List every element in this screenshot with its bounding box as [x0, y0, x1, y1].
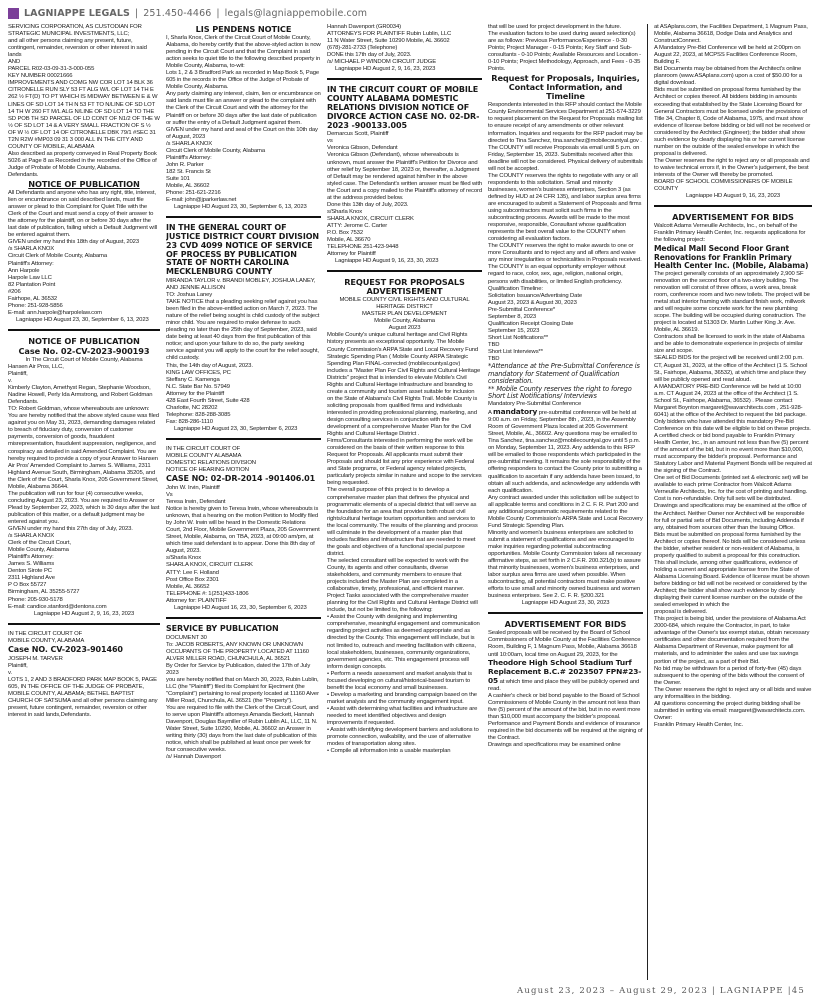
notice-text: • Assist the County with designing and implementing comprehensive, meaningful engagement and communication regarding project activities as deemed appropriate and as directed by the County. This engagement will include, but is not limited to, outreach and meeting facilitation with citizens, local stakeholders, businesses, community organizations, government agencies, etc. This engagement process will inform design concepts. — [327, 614, 480, 670]
notice-text: Plaintiff's Attorney: — [8, 260, 54, 267]
notice-text: you are hereby notified that on March 30, 2023, Rubin Lublin, LLC (the "Plaintiff") filed its Complaint for Ejectment (the "Complaint") pertaining to real property located at 11160 Alver Miller Road, Chunchula, AL 36521 (the "Property"). — [166, 676, 319, 705]
notice-text: Teresa Irwin, Defendant — [166, 499, 226, 506]
notice-text: Any party claiming any interest, claim, lien or encumbrance on said lands must file an answer or plead to the complaint with the Clerk of the Circuit Court and with the attorney for the Plaintiff on or before 30 days after the last date of publication or suffer the entry of a Default Judgment against them. — [166, 91, 321, 126]
notice-text: Fairhope, AL 36532 — [8, 295, 58, 302]
notice-text: The overall purpose of this project is to develop a comprehensive master plan that defines the physical and programmatic elements of a special district that will serve as the foundation for an area that provides both robust civil rights/cultural heritage tourism opportunities and services to the local community. The results of the planning and process will culminate in the development of a master plan that includes facilities and infrastructure that are needed to meet the goals and objectives of a functional special purpose district. — [327, 487, 478, 557]
notice-text: Veronica Gibson (Defendant), whose whereabouts is unknown, must answer the Plaintiff's Petition for Divorce and other relief by September 18, 2023 or, thereafter, a Judgment of Default may be rendered against him/her in the above styled case. The Defendant's written answer must be filed with the Court and a copy mailed to the Plaintiff's attorney of record at the address provided below. — [327, 152, 482, 201]
notice-text-centered: MOBILE COUNTY CIVIL RIGHTS AND CULTURAL HERITAGE DISTRICT — [339, 297, 470, 311]
notice-text: Mandatory Pre-Submittal Conference — [488, 401, 582, 408]
notice-text: E-mail: john@jparkerlaw.net — [166, 197, 237, 204]
header-separator: | — [216, 7, 220, 19]
notice-text: JOSEPH M. TARVER — [8, 655, 63, 662]
column-3 — [327, 24, 482, 980]
notice-divider — [327, 270, 482, 272]
notice-text: Minority and women's business enterprises are solicited to submit a statement of qualifications and are encouraged to make inquiries regarding potential subcontracting opportunities. Mobile County Commission takes all necessary affirmative steps, as set forth in 2 C.F.R. 200.321(b) to assure that minority businesses, women's business enterprises, and labor surplus area firms are used when possible. When subcontracting, all potential contractors must make positive efforts to use small and minority owned business and women business enterprises. See 2. C. F. R. §200.321 — [488, 529, 642, 600]
notice-text: The Owner reserves the right to reject any or all bids and waive any informalities in the bidding. — [654, 686, 812, 700]
notice-text: N.C. State Bar No. 57949 — [166, 383, 230, 390]
notice-text: Bid Documents may be obtained from the Architect's online planroom (www.ASAplans.com) upon a cost of $50.00 for a digital download. — [654, 66, 802, 87]
publication-dates: Lagniappe HD August 23, 30, September 6, 13, 2023 — [16, 316, 149, 323]
notice-text: P.O. Box 7532 — [327, 229, 363, 236]
notice-text: Bids must be submitted on proposal forms furnished by the Architect or copies thereof. All bidders bidding in amounts exceeding that established by the State Licensing Board for General Contractors must be licensed under the provisions of Title 34, Chapter 8, Code of Alabama, 1975, and must show evidence of license before bidding or bid will not be received or considered by the Architect (Engineer); the bidder shall show such evidence by clearly displaying his or her current license number on the outside of the sealed envelope in which the proposal is delivered. — [654, 87, 811, 157]
notice-text: IMPROVEMENTS AND COMG NW COR LOT 14 BLK 36 CITRONELLE RUN SLY 53 FT ALG W/L OF LOT 14 TH E 262 ½ FT(D) TO PT WHICH IS MIDWAY BETWEEN E & W LINES OF SD LOT 14 TH N 53 FT TO N/LINE OF SD LOT 14 TH W 260 FT M/L ALG N/LINE OF SD LOT 14 TO THE SD POB TH SD PARCEL OF LD CONT OF N1/2 OF THE W ½ OF SD LOT 14 & A VERY SMALL FRACTION OF S ½ OF W ½ OF LOT 14 OF CITRONELLE DBK 79/1 #SEC 31 T2N R2W #MP03 09 31 3 000 ALL IN THE CITY AND COUNTY OF MOBILE, ALABAMA — [8, 80, 160, 150]
notice-text: Attorney for Plaintiff — [327, 251, 376, 258]
notice-text: Plaintiff, — [8, 662, 28, 669]
notice-text: To: JACOB ROBERTS, ANY KNOWN OR UNKNOWN OCCUPANTS OF THE PROPERTY LOCATED AT 11160 ALVER MILLER ROAD, CHUNCHULA, AL 36521 — [166, 641, 309, 662]
footer-separator: | — [711, 986, 716, 996]
notice-text: Any contract awarded under this solicitation will be subject to all applicable terms and conditions in 2 C. F. R. Part 200 and any additional programmatic requirements related to the Mobile County Commission's ARPA State and Local Recovery Fund Strategic Spending Plan. — [488, 494, 643, 529]
notice-text: September 8, 2023 — [488, 313, 537, 320]
notice-heading: NOTICE OF PUBLICATION — [28, 179, 140, 190]
notice-text: TO: Robert Goldman, whose whereabouts are unknown: — [8, 406, 150, 413]
notice-text: s/Sharla Knox — [166, 555, 202, 562]
column-1 — [8, 24, 160, 980]
notice-text: TO: Joshua Laney — [166, 292, 213, 299]
notice-text: MIRANDA TAYLOR v. BRANDI MOBLEY, JOSHUA LANEY, AND JENNIE ALLISON — [166, 277, 316, 291]
notice-divider — [327, 78, 482, 80]
page-footer — [517, 986, 805, 996]
notice-text: Mobile County's unique cultural heritage and Civil Rights history presents an exceptional opportunity. The Mobile County Commission's ARPA State and Local Recovery Fund Strategic Spending Plan ( Mobile County ARPA Strategic Spending Plan FINAL-corrected (mobilecountyal.gov) includes a "Master Plan For Civil Rights and Cultural Heritage Districts" project that is intended to elevate Mobile's Civil Rights and Cultural Heritage infrastructure and branding to create a community and tourism asset suitable for inclusion on the State of Alabama's Civil Rights Trail. Mobile County is soliciting proposals from qualified firms and individuals interested in providing professional planning, marketing, and design consulting services in conjunction with the development of a comprehensive Master Plan for the Civil Rights and Cultural Heritage District . — [327, 332, 481, 438]
notice-text: v. — [8, 378, 12, 385]
notice-text: DOMESTIC RELATIONS DIVISION — [166, 460, 256, 467]
notice-text: GIVEN under my hand and seal of the Court on this 10th day of August, 2023 — [166, 126, 318, 140]
notice-text: (678)-281-2733 (Telephone) — [327, 45, 398, 52]
notice-text: PARCEL R02-03-09-31-3-000-055 — [8, 66, 95, 73]
notice-text: ATTORNEYS FOR PLAINTIFF Rubin Lublin, LLC — [327, 31, 452, 38]
notice-text: John W. Irvin, Plaintiff — [166, 484, 220, 491]
publication-dates: Lagniappe HD August 23, 30, September 6, 13, 2023 — [174, 204, 307, 211]
column-2 — [166, 24, 321, 980]
notice-text: ATTY: Lee F. Holland — [166, 569, 219, 576]
notice-heading: Case NO. CV-2023-901460 — [8, 644, 123, 654]
notice-text: Circuit Clerk of Mobile County, Alabama — [8, 253, 107, 260]
notice-text: /s SHARLA KNOX — [8, 533, 55, 540]
notice-text: Post Office Box 2301 — [166, 576, 219, 583]
notice-text: Veronica Gibson, Defendant — [327, 145, 398, 152]
notice-text: Solicitation Issuance/Advertising Date — [488, 292, 582, 299]
notice-text: NOTICE OF HEARING MOTION — [166, 467, 249, 474]
notice-text: SHARLA KNOX, CIRCUIT CLERK — [166, 562, 253, 569]
page-number: |45 — [787, 986, 805, 996]
page-header — [8, 6, 367, 20]
notice-heading: IN THE CIRCUIT COURT OF MOBILE COUNTY ALABAMA DOMESTIC RELATIONS DIVISION NOTICE OF DIVORCE ACTION CASE NO. 02-DR-2023 -900133.005 — [327, 85, 480, 130]
notice-text: Steffany C. Kamenga — [166, 376, 220, 383]
notice-text: Respondents interested in this RFP should contact the Mobile County Environmental Services Department at 251-574-3229 to request placement on the Request for Proposals mailing list to ensure receipt of any amendments or other relevant information. Inquiries and requests for the RFP packet may be directed to Tina Sanchez, tina.sanchez@mobilecountyal.gov . — [488, 102, 643, 144]
notice-text: The project generally consists of an approximately 2,900 SF renovation on the second floor of a two-story building. The renovation will consist of three offices, a work area, break room, conference room and two new toilets. The project will be metal stud interior framing with standard finish work, millwork and will require some concrete work for the new plumbing scope. The building will be occupied during construction. The project is located at 51303 Dr. Martin Luther King Jr. Ave. Mobile, AL 36619. — [654, 270, 810, 334]
notice-text: and all other persons claiming any present, future, contingent, remainder, reversion or other interest in said lands — [8, 38, 147, 59]
notice-text: 428 East Fourth Street, Suite 428 — [166, 397, 250, 404]
notice-text: TELEPHONE #: 1(251)433-1806 — [166, 590, 249, 597]
notice-text: GIVEN under my hand this 27th day of July, 2023. — [8, 526, 133, 533]
notice-text: You are required to file with the Clerk of the Circuit Court, and to serve upon Plaintiff's attorneys Amanda Beckett, Hannah Davenport, Douglas Baymiller of Rubin Lublin AL, LLC, 11 N. Water Street, Suite 10290, Mobile, AL 36602 an Answer in writing thirty (30) days from the last date of publication of this notice, which shall be published at least once per week for four consecutive weeks. — [166, 705, 319, 754]
notice-text-centered: MASTER PLAN DEVELOPMENT — [362, 311, 447, 318]
notice-text: A MANDATORY PRE-BID Conference will be held at 10:00 a.m. CT August 24, 2023 at the office of the Architect (1 S. School St., Fairhope, Alabama, 36532) . Please contact Margaret Boynton margaret@wavarchitects.com , 251-928-6041) at the office of the Architect to request the bid package. Only bidders who have attended this mandatory Pre-Bid Conference on this date will be eligible to bid on these projects. — [654, 383, 811, 432]
notice-text-centered: In The Circuit Court of Mobile County, Alabama — [25, 356, 143, 363]
notice-text: Mobile, AL 36670 — [327, 237, 371, 244]
notice-text: E-mail: candice.stanford@dentons.com — [8, 603, 107, 610]
notice-text: Franklin Primary Health Center, Inc. — [654, 721, 743, 728]
text-run: at which time and place they will be publicly opened and read. — [488, 678, 640, 692]
notice-text: The selected consultant will be expected to work with the County, its agents and other consultants, diverse stakeholders, and community members to ensure that projects included the Master Plan are completed in a collaborative, timely, professional, and efficient manner. Project Tasks associated with the comprehensive master planning for the Civil Rights and Cultural Heritage District will include, but not be limited to, the following: — [327, 557, 478, 614]
notice-text: Vs — [166, 492, 173, 499]
notice-text: • Perform a needs assessment and market analysis that is focused developing on cultural/historical-based tourism to benefit the local economy and small businesses. — [327, 670, 472, 691]
notice-text: John R. Parker — [166, 161, 204, 168]
notice-text: Defendants. — [8, 399, 39, 406]
notice-text: AND — [8, 59, 21, 66]
notice-text: KEY NUMBER 00021666 — [8, 73, 73, 80]
notice-heading: LIS PENDENS NOTICE — [195, 24, 292, 34]
notice-text: Firms/Consultants interested in performing the work will be considered on the basis of their written response to this Request for Proposals. All applicants must submit their Proposals and should list any prior experience with Federal and State programs, or Federal agency related projects, particularly projects similar in nature and scope to the services being requested. — [327, 438, 482, 487]
notice-divider — [166, 216, 321, 218]
notice-text: Plaintiff's Attorney: — [8, 554, 54, 561]
notice-text: Denton Sirote PC — [8, 568, 52, 575]
notice-text: Notice is hereby given to Teresa Irwin, whose whereabouts is unknown, that a hearing on the motion Petition to Modify filed by John W. Irwin will be heard in the Domestic Relations Court, 2nd Floor, Mobile Government Plaza, 205 Government Street, Mobile, Alabama, on TBA, 2023, at 09:00 am/pm, at which time said defendant is to appear. Done this 8th day of August, 2023. — [166, 506, 320, 555]
notice-text: BOARD OF SCHOOL COMMISSIONERS OF MOBILE COUNTY — [654, 179, 793, 193]
notice-heading: NOTICE OF PUBLICATION — [28, 335, 140, 346]
notice-text: Lots 1, 2 & 3 Bradford Park as recorded in Map Book 5, Page 605 in the records in the Office of the Judge of Probate of Mobile County, Alabama. — [166, 70, 320, 91]
notice-text: Ann Harpole — [8, 267, 40, 274]
project-title: Medical Mall Second Floor Grant Renovations for Franklin Primary Health Center Inc. (Mobile, Alabama) — [654, 244, 809, 270]
notice-text: August 23, 2023 & August 30, 2023 — [488, 299, 577, 306]
notice-text: Owner: — [654, 714, 673, 721]
header-phone: 251.450-4466 — [143, 7, 212, 19]
notice-text: TBD — [488, 356, 500, 363]
notice-text: • Compile all information into a usable masterplan — [327, 748, 451, 755]
notice-text: Kimberly Clayton, Amethyst Regan, Stephanie Woodson, Nadine Howell, Perly Ida Armstrong, and Robert Goldman — [8, 385, 153, 399]
notice-heading: ADVERTISEMENT FOR BIDS — [504, 619, 627, 630]
notice-text: IN THE CIRCUIT COURT OF — [8, 630, 83, 637]
notice-text: A certified check or bid bond payable to Franklin Primary Health Center, Inc., in an amount not less than five (5) percent of the amount of the bid, but in no event more than $10,000, must accompany the bidder's proposal. Performance and Statutory Labor and Material Payment Bonds will be required at the signing of the Contract. — [654, 433, 812, 475]
notice-heading: IN THE GENERAL COURT OF JUSTICE DISTRICT COURT DIVISION 23 CVD 4099 NOTICE OF SERVICE OF PROCESS BY PUBLICATION STATE OF NORTH CAROLINA MECKLENBURG COUNTY — [166, 223, 320, 277]
notice-text: SERVICING CORPORATION, AS CUSTODIAN FOR STRATEGIC MUNICIPAL INVESTMENTS, LLC; — [8, 24, 142, 38]
notice-text: By Order for Service by Publication, dated the 17th of July 2023 — [166, 662, 311, 676]
notice-text: Charlotte, NC 28202 — [166, 404, 218, 411]
notice-text: MOBILE COUNTY ALABAMA — [166, 453, 242, 460]
notice-text: • Assist with identifying development barriers and solutions to promote connection, walkability, and the use of alternative modes of transportation along sites. — [327, 727, 479, 748]
notice-text: Short List Notifications** — [488, 334, 549, 341]
notice-text: The evaluation factors to be used during award selection(s) are as follows: Previous Performance/Experience - 0-30 Points; Project Manager - 0-15 Points; Key Staff and Sub-consultants - 0-10 Points; Available Resources and Location - 0-10 Points; Project Methodology, Approach, and Fees - 0-35 Points. — [488, 31, 642, 73]
notice-italic-note: *Attendance at the Pre-Submittal Conference is mandatory for Statement of Qualification consideration. — [488, 362, 640, 386]
notice-divider — [654, 205, 812, 207]
notice-text: A cashier's check or bid bond payable to the Board of School Commissioners of Mobile County in the amount not less than five (5) percent of the amount of the bid, but in no event more than $10,000 must accompany the bidder's proposal. Performance and Payment Bonds and evidence of insurance required in the bid documents will be required at the signing of the Contract. — [488, 692, 643, 742]
notice-text: September 15, 2023 — [488, 327, 540, 334]
notice-text: MOBILE COUNTY, ALABAMA — [8, 637, 85, 644]
notice-text: Attorney for: PLAINTIFF — [166, 597, 227, 604]
notice-text: TBD — [488, 341, 500, 348]
notice-text: Mobile, AL 36652 — [166, 583, 210, 590]
notice-text — [488, 630, 643, 692]
notice-text: Bids must be submitted on proposal forms furnished by the Architect or copies thereof. No bids will be considered unless the bidder, whether resident or non-resident of Alabama, is properly qualified to submit a proposal for this construction. This shall include, among other qualifications, evidence of holding a current and appropriate license from the State of Alabama Licensing Board. Evidence of license must be shown before bidding or bid will not be received or considered by the Architect; the bidder shall show such evidence by clearly displaying their current license number on the outside of the sealed enveloped in which the — [654, 531, 810, 609]
notice-text: No bid may be withdrawn for a period of forty-five (45) days subsequent to the opening of the bids without the consent of the Owner. — [654, 665, 804, 686]
notice-text: Fax: 828-286-1110 — [166, 418, 213, 425]
notice-text: The COUNTY reserves the rights to negotiate with any or all respondents to this solicitation. Small and minority businesses, women's business enterprises, Section 3 (as defined by HUD at 24 CFR 135), and labor surplus area firms are encouraged to submit a Statement of Proposals and firms using subcontractors must solicit such firms in the subcontracting process. Awards will be made to the most responsive, responsible, Consultant whose qualification represents the best overall value to the COUNTY when considering all evaluation factors. — [488, 172, 642, 243]
notice-text: s/Sharla Knox — [327, 208, 363, 215]
brand-square-icon — [8, 8, 19, 19]
notice-text: You are hereby notified that the above styled cause was filed against you on May 31, 2023, demanding damages related to breach of fiduciary duty, conversion of customer payments, conversion of goods, fraudulent misrepresentation, fraudulent suppression, negligence, and conspiracy as detailed in said Amended Complaint. You are hereby required to provide a copy of your Answer to Hansen Air Pros' Amended Complaint to James S. Williams, 2311 Highland Avenue South, Birmingham, Alabama 35205, and the Clerk of the Court, Sharla Knox, 205 Government Street, Mobile, Alabama 36644. — [8, 413, 159, 490]
notice-heading: ADVERTISEMENT FOR BIDS — [672, 212, 794, 223]
notice-divider — [166, 438, 321, 440]
notice-text: Walcott Adams Verneuille Architects, Inc., on behalf of the Franklin Primary Health Center, Inc. requests applications for the following project: — [654, 223, 806, 244]
notice-text: Demarcus Scott, Plaintiff — [327, 131, 389, 138]
notice-text: /s/ MICHAEL P WINDOM CIRCUIT JUDGE — [327, 59, 437, 66]
notice-text: • Develop a marketing and branding campaign based on the market analysis and the community engagement input. — [327, 691, 477, 705]
notice-text: James S. Williams — [8, 561, 55, 568]
notice-text-centered: August 2023 — [388, 325, 421, 332]
section-title: LAGNIAPPE LEGALS — [24, 7, 130, 19]
notice-text: Phone: 205-930-5178 — [8, 596, 63, 603]
publication-dates: Lagniappe HD August 2, 9, 16, 23, 2023 — [335, 66, 436, 73]
notice-text: Drawings and specifications may be examined online — [488, 742, 621, 749]
notice-text: The COUNTY reserves the right to make awards to one or more Consultants and to reject any and all offers and waive any minor irregularities or technicalities in Proposals received. — [488, 243, 642, 264]
notice-text: Harpole Law LLC — [8, 274, 52, 281]
notice-heading: REQUEST FOR PROPOSALS ADVERTISEMENT — [344, 277, 465, 297]
notice-text: TELEPHONE 251-423-9448 — [327, 244, 399, 251]
notice-text: Qualification Receipt Closing Date — [488, 320, 574, 327]
notice-text: SEALED BIDS for the project will be received until 2:00 p.m. CT, August 31, 2023, at the office of the Architect (1 S. School St., Fairhope, Alabama, 36532), at which time and place they will be publicly opened and read aloud. — [654, 355, 808, 383]
notice-text: E-mail: ann.harpole@harpolelaw.com — [8, 309, 102, 316]
notice-text — [488, 408, 643, 495]
notice-text: The Owner reserves the right to reject any or all proposals and to waive technical errors if, in the Owner's judgement, the best interests of the Owner will thereby be promoted. — [654, 157, 810, 178]
notice-text: DOCUMENT 30 — [166, 634, 207, 641]
notice-text: All questions concerning the project during bidding shall be submitted in writing via email: margaret@wavarchitects.com. — [654, 700, 806, 714]
notice-text: One set of Bid Documents (printed set & electronic set) will be available to each prime Contractor from Walcott Adams Verneuille Architects, Inc. for the cost of printing and handling. Cost is non-refundable. Only full sets will be distributed. Drawings and specifications may be examined at the office of the Architect. Neither Owner nor Architect will be responsible for full or partial sets of Bid Documents, including Addenda if any, obtained from sources other than the Issuing Office. — [654, 475, 809, 531]
text-run: Sealed proposals will be received by the Board of School Commissioners of Mobile County at the Facilities Conference Room, Building F, 1 Magnum Pass, Mobile, Alabama 36618 until 10:00am, local time on August 29, 2023, for the — [488, 630, 641, 658]
notice-text: Contractors shall be licensed to work in the state of Alabama and be able to demonstrate experience in projects of similar size and scope. — [654, 334, 805, 355]
notice-text: Suite 101 — [166, 175, 190, 182]
legal-notices-columns — [8, 24, 812, 980]
notice-text: /s SHARLA KNOX — [8, 246, 55, 253]
header-separator: | — [134, 7, 139, 19]
notice-text: /s SHARLA KNOX — [166, 140, 213, 147]
notice-text: Telephone: 828-288-3085 — [166, 411, 231, 418]
notice-divider — [166, 617, 321, 619]
notice-text: Mobile, AL 36602 — [166, 182, 210, 189]
notice-text: Done this 13th day of July, 2023. — [327, 201, 409, 208]
notice-text-centered: Mobile County, Alabama — [374, 318, 435, 325]
notice-text: that will be used for project development in the future. — [488, 24, 622, 30]
notice-text: Plaintiff, — [8, 371, 28, 378]
notice-text: 82 Plantation Point — [8, 281, 56, 288]
bold-text: Theodore High School Stadium Turf Replacement B.C.# 2023507 FPN#23-05 — [488, 657, 642, 685]
notice-text: Hansen Air Pros, LLC, — [8, 363, 64, 370]
publication-dates: Lagniappe HD August 23, 30, September 6, 2023 — [174, 425, 298, 432]
notice-text: Phone: 251-928-5856 — [8, 302, 63, 309]
notice-text: Plaintiff's Attorney: — [166, 154, 212, 161]
notice-divider — [8, 623, 160, 625]
notice-text: The publication will run for four (4) consecutive weeks, concluding August 23, 2023. You are required to Answer or Plead by September 22, 2023, which is 30 days after the last publication of this matter, or a default judgment may be entered against you. — [8, 490, 160, 525]
notice-text: vs — [327, 138, 333, 145]
notice-text: I, Sharla Knox, Clerk of the Circuit Court of Mobile County, Alabama, do hereby certify that the above-styled action is now pending in the Circuit Court and that the Complaint in said action seeks to quiet title to the following described property in Mobile County, Alabama, to-wit: — [166, 35, 321, 70]
notice-text-centered: Lagniappe HD August 2, 9, 16, 23, 2023 — [33, 610, 135, 617]
notice-text: Short List Interviews** — [488, 348, 543, 355]
notice-text: P O Box 55727 — [8, 582, 47, 589]
publication-name: LAGNIAPPE — [719, 986, 784, 996]
notice-text: DONE this 17th day of July, 2023. — [327, 52, 412, 59]
notice-text: SHARLA KNOX, CIRCUIT CLERK — [327, 215, 414, 222]
notice-text: Hannah Davenport (GR0034) — [327, 24, 401, 30]
publication-dates: Lagniappe HD August 16, 23, 30, September 6, 2023 — [174, 604, 307, 611]
notice-text: This project is being bid, under the provisions of Alabama Act 2000-684, which require the Contractor, in part, to take advantage of the Owner's tax exempt status, obtain necessary certificates and other documentation required from the Alabama Department of Revenue, make payment for all materials, and to administer the sales and use tax savings portion of the project, as a part of their Bid. — [654, 616, 810, 665]
notice-text: ATTY: Jerome C. Carter — [327, 222, 388, 229]
notice-text: KING LAW OFFICES, PC — [166, 369, 231, 376]
notice-text: Qualification Timeline: — [488, 285, 543, 292]
text-run: A — [488, 410, 494, 417]
notice-text: 11 N Water Street, Suite 10290 Mobile, AL 36602 — [327, 38, 450, 45]
notice-text-centered: Lagniappe HD August 9, 16, 23, 2023 — [685, 193, 781, 200]
notice-text: Also described as property conveyed in Real Property Book 5026 at Page 8 as Recorded in the recorded of the Office of Judge of Probate of Mobile County, Alabama. — [8, 150, 157, 171]
notice-text: Pre-Submittal Conference* — [488, 306, 556, 313]
notice-text: IN THE CIRCUIT COURT OF — [166, 445, 241, 452]
notice-divider — [8, 329, 160, 331]
notice-text: Attorney for the Plaintiff — [166, 390, 225, 397]
notice-text: /s/ Hannah Davenport — [166, 754, 221, 761]
notice-text: LOTS 1, 2 AND 3 BRADFORD PARK MAP BOOK 5, PAGE 605, IN THE OFFICE OF THE JUDGE OF PROBATE, MOBILE COUNTY, ALABAMA; BETHEL BAPTIST CHURCH OF SATSUMA and all other persons claiming any present, future contingent, remainder, reversion or other interest in said lands,Defendants. — [8, 676, 158, 718]
bold-text: mandatory — [493, 407, 538, 417]
notice-text: 182 St. Francis St — [166, 168, 211, 175]
publication-dates: Lagniappe HD August 9, 16, 23, 30, 2023 — [335, 258, 439, 265]
notice-text: Phone: 251-621-2216 — [166, 190, 221, 197]
notice-heading: SERVICE BY PUBLICATION — [166, 623, 279, 633]
notice-text: The COUNTY is an equal opportunity employer without regard to race, color, sex, age, religion, national origin, persons with disabilities, or limited English proficiency. — [488, 264, 626, 285]
notice-heading: Case No. 02-CV-2023-900193 — [18, 345, 150, 356]
notice-text: • Assist with determining what facilities and infrastructure are needed to meet identified objectives and design improvements if requested. — [327, 705, 478, 727]
notice-text: TAKE NOTICE that a pleading seeking relief against you has been filed in the above-entitled action on March 7, 2023. The nature of the relief being sought is child custody of the subject minor child. You are required to make defense to such pleading no later than the 25th day of September, 2023, said date being at least 40 days from the first publication of this notice; and upon your failure to do so, the party seeking service against you will apply to the court for the relief sought, child custody. — [166, 299, 320, 362]
notice-text: GIVEN under my hand this 18th day of August, 2023 — [8, 239, 139, 246]
text-run: pre-submittal conference will be held at 9:00 a.m. on Friday, September 8th , 2023, in the Assembly Room of Government Plaza located at 205 Government Street, Mobile, AL, 36602. Any questions may be emailed to Tina Sanchez, tina.sanchez@mobilecountyal.gov until 5 p.m. on Monday, September 11, 2023. Any addenda to this RFP will be emailed to those respondents which participated in the pre-submittal meeting. It remains the sole responsibility of the offering responders to contact the County prior to submitting a qualification to ascertain if any addenda have been issued, to obtain all such addenda, and acknowledge any addenda with each qualification. — [488, 410, 642, 494]
notice-text: Mobile County, Alabama — [8, 547, 69, 554]
notice-text: All Defendants and anyone who has any right, title, interest, lien or encumbrance on said described lands, must file answer or plead to this Complaint for Quiet Title with the Clerk of the Court and must send a copy of their answer to the attorney for the plaintiff, on or before 30 days after the last date of publication, failing which a Default Judgment will be entered against them. — [8, 190, 157, 239]
notice-heading: Request for Proposals, Inquiries, Contact Information, and Timeline — [491, 73, 640, 102]
notice-text-centered: Lagniappe HD August 23, 30, 2023 — [521, 600, 610, 607]
notice-text: Birmingham, AL 35255-5727 — [8, 589, 80, 596]
notice-heading: CASE NO: 02-DR-2014 -901406.01 — [166, 474, 316, 484]
notice-italic-note: ** Mobile County reserves the right to forego Short List Notifications/ Interviews — [488, 384, 632, 401]
notice-text: #206 — [8, 288, 21, 295]
notice-text: proposal is delivered. — [654, 609, 708, 616]
notice-text: Defendants. — [8, 171, 39, 178]
notice-text: 2311 Highland Ave — [8, 575, 55, 582]
notice-text: The COUNTY will receive Proposals via email until 5 p.m. on Friday, September 15, 2023. Submittals received after this deadline will not be considered. Physical delivery of submittals will not be accepted. — [488, 144, 643, 172]
notice-text: v. — [8, 669, 12, 676]
notice-text: This, the 14th day of August, 2023. — [166, 362, 253, 369]
column-5 — [654, 24, 812, 980]
header-email[interactable]: legals@lagniappemobile.com — [224, 7, 368, 19]
issue-dates: August 23, 2023 – August 29, 2023 — [516, 986, 708, 996]
notice-divider — [488, 612, 643, 614]
column-4 — [488, 24, 648, 980]
notice-text: at ASAplans.com, the Facilities Department, 1 Magnum Pass, Mobile, Alabama 36618, Dodge Data and Analytics and ConstructConnect. — [654, 24, 808, 45]
notice-text: Clerk of the Circuit Court, — [8, 540, 71, 547]
notice-text: A Mandatory Pre-Bid Conference will be held at 2:00pm on August 22, 2023, at MCPSS Facilities Conference Room, Building F. — [654, 45, 801, 66]
notice-text: Circuit Clerk of Mobile County, Alabama — [166, 147, 265, 154]
